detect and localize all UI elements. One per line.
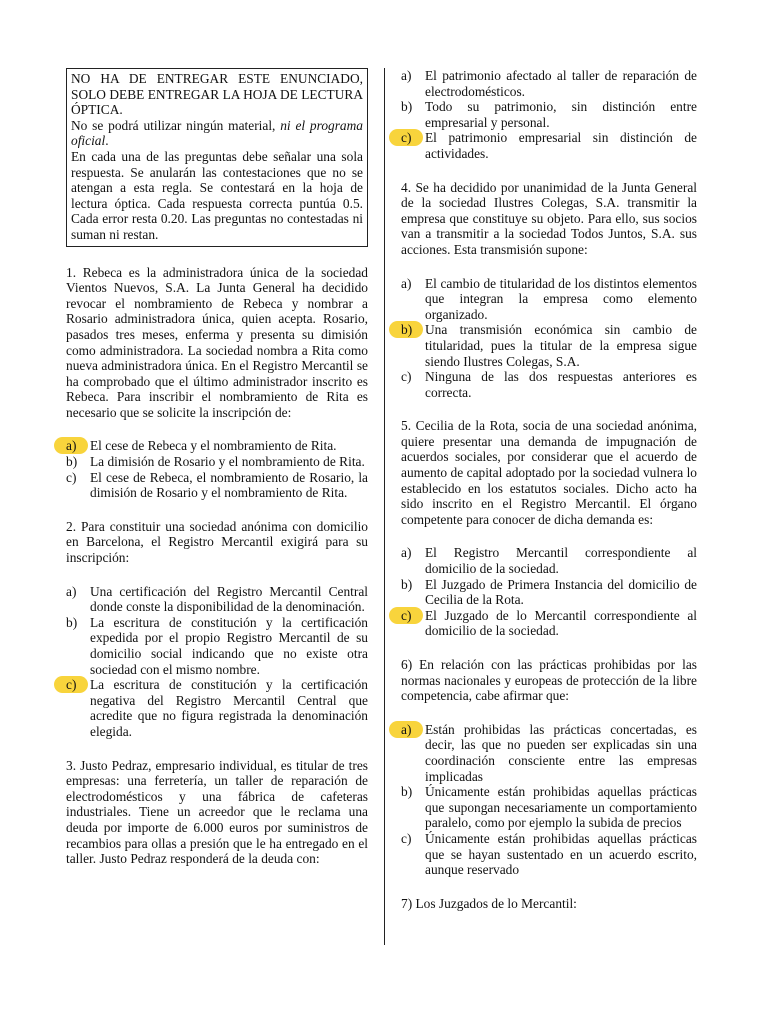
option-letter: b)	[401, 322, 423, 338]
instructions-rules: En cada una de las preguntas debe señalar una sola respuesta. Se anularán las contestaciones que no se atengan a esta regla. Se contestará en la hoja de lectura óptica. Cada respuesta correcta puntúa 0.5. Cada error resta 0.20. Las preguntas no contestadas ni suman ni restan.	[71, 148, 363, 242]
q6-option-b[interactable]	[401, 784, 697, 831]
q3-option-c[interactable]	[401, 130, 697, 161]
option-text: Únicamente están prohibidas aquellas prácticas que supongan necesariamente un comportamiento paralelo, como por ejemplo la subida de precios	[425, 784, 697, 831]
material-italic: ni el programa oficial	[71, 117, 363, 149]
option-letter: a)	[401, 722, 423, 738]
option-letter: a)	[66, 583, 77, 599]
q1-option-c[interactable]	[66, 470, 368, 501]
right-column	[401, 68, 697, 929]
instructions-box	[66, 68, 368, 247]
q2-option-b[interactable]	[66, 615, 368, 677]
question-3-options	[401, 68, 697, 162]
option-text: El Juzgado de Primera Instancia del domicilio de Cecilia de la Rota.	[425, 576, 697, 608]
option-text: Una transmisión económica sin cambio de titularidad, pues la titular de la empresa sigue siendo Ilustres Colegas, S.A.	[425, 322, 697, 369]
q3-option-b[interactable]	[401, 99, 697, 130]
option-text: El Juzgado de lo Mercantil correspondiente al domicilio de la sociedad.	[425, 607, 697, 639]
option-letter: c)	[66, 469, 77, 485]
option-text: Están prohibidas las prácticas concertadas, es decir, las que no pueden ser explicadas sin una coordinación consciente entre las empresas implicadas	[425, 721, 697, 784]
option-letter: b)	[401, 784, 413, 800]
q6-option-a[interactable]	[401, 722, 697, 784]
option-text: La dimisión de Rosario y el nombramiento de Rita.	[90, 454, 365, 470]
q4-option-b[interactable]	[401, 322, 697, 369]
q3-option-a[interactable]	[401, 68, 697, 99]
option-text: La escritura de constitución y la certificación expedida por el propio Registro Mercantil de su domicilio social indicando que no existe otra sociedad con el mismo nombre.	[90, 614, 368, 677]
option-letter: b)	[401, 99, 413, 115]
q5-option-b[interactable]	[401, 577, 697, 608]
question-5-text: 5. Cecilia de la Rota, socia de una sociedad anónima, quiere presentar una demanda de impugnación de acuerdos sociales, por considerar que el acuerdo de aumento de capital adoptado por la sociedad vulnera lo establecido en los estatutos sociales. Dicho acto ha sido inscrito en el Registro Mercantil. El órgano competente para conocer de dicha demanda es:	[401, 418, 697, 527]
column-divider	[384, 68, 385, 945]
option-text: La escritura de constitución y la certificación negativa del Registro Mercantil Central que acredite que no figura registrada la denominación elegida.	[90, 677, 368, 739]
option-text: El patrimonio afectado al taller de reparación de electrodomésticos.	[425, 68, 697, 99]
q1-option-a[interactable]	[66, 438, 368, 454]
option-letter: b)	[66, 454, 78, 470]
q2-option-c[interactable]	[66, 677, 368, 739]
question-3-text: 3. Justo Pedraz, empresario individual, es titular de tres empresas: una ferretería, un taller de reparación de electrodomésticos y una fábrica de cafeteras industriales. Tiene un acreedor que le reclama una deuda por importe de 6.000 euros por suministros de recambios para ollas a presión que le ha entregado en el taller. Justo Pedraz responderá de la deuda con:	[66, 757, 368, 867]
option-letter: b)	[401, 576, 413, 592]
option-letter: a)	[401, 68, 412, 83]
q4-option-a[interactable]	[401, 276, 697, 323]
option-letter: a)	[66, 438, 88, 454]
option-letter: c)	[401, 130, 423, 146]
question-1-options	[66, 438, 368, 500]
option-text: El Registro Mercantil correspondiente al domicilio de la sociedad.	[425, 545, 697, 577]
instructions-material	[71, 118, 363, 149]
question-5-options	[401, 545, 697, 639]
question-6-text: 6) En relación con las prácticas prohibidas por las normas nacionales y europeas de protección de la libre competencia, cabe afirmar que:	[401, 657, 697, 704]
q5-option-a[interactable]	[401, 545, 697, 576]
option-letter: c)	[401, 608, 423, 624]
option-letter: a)	[401, 545, 412, 561]
material-period: .	[105, 133, 109, 149]
q4-option-c[interactable]	[401, 369, 697, 400]
option-text: El cese de Rebeca y el nombramiento de Rita.	[90, 438, 337, 454]
option-letter: b)	[66, 614, 78, 630]
instructions-heading: NO HA DE ENTREGAR ESTE ENUNCIADO, SOLO DEBE ENTREGAR LA HOJA DE LECTURA ÓPTICA.	[71, 71, 363, 118]
option-text: Una certificación del Registro Mercantil Central donde conste la disponibilidad de la denominación.	[90, 583, 368, 615]
question-2-options	[66, 584, 368, 740]
q1-option-b[interactable]	[66, 454, 368, 470]
question-6-options	[401, 722, 697, 878]
option-letter: c)	[66, 677, 88, 693]
question-4-options	[401, 276, 697, 401]
question-4-text: 4. Se ha decidido por unanimidad de la Junta General de la sociedad Ilustres Colegas, S.A. transmitir la empresa que constituye su objeto. Para ello, sus socios van a transmitir a la sociedad Todos Juntos, S.A. sus acciones. Esta transmisión supone:	[401, 179, 697, 257]
question-1-text: 1. Rebeca es la administradora única de la sociedad Vientos Nuevos, S.A. La Junta General ha decidido revocar el nombramiento de Rebeca y nombrar a Rosario administradora única, quien acepta. Rosario, pasados tres meses, enferma y presenta su dimisión como administradora. La sociedad nombra a Rita como nueva administradora única. En el Registro Mercantil se ha comprobado que el último administrador inscrito es Rebeca. Para inscribir el nombramiento de Rita es necesario que se solicite la inscripción de:	[66, 264, 368, 420]
option-text: Únicamente están prohibidas aquellas prácticas que se hayan sustentado en un acuerdo escrito, aunque reservado	[425, 830, 697, 878]
option-text: Ninguna de las dos respuestas anteriores es correcta.	[425, 369, 697, 400]
option-text: El patrimonio empresarial sin distinción de actividades.	[425, 130, 697, 161]
question-7-text: 7) Los Juzgados de lo Mercantil:	[401, 895, 577, 911]
option-text: Todo su patrimonio, sin distinción entre empresarial y personal.	[425, 99, 697, 130]
option-letter: c)	[401, 369, 412, 385]
option-letter: a)	[401, 275, 412, 291]
q5-option-c[interactable]	[401, 608, 697, 639]
option-text: El cambio de titularidad de los distintos elementos que integran la empresa como elemento organizado.	[425, 275, 697, 322]
left-column	[66, 68, 368, 885]
material-text: No se podrá utilizar ningún material,	[71, 117, 281, 133]
question-2-text: 2. Para constituir una sociedad anónima con domicilio en Barcelona, el Registro Mercantil exigirá para su inscripción:	[66, 518, 368, 566]
option-text: El cese de Rebeca, el nombramiento de Rosario, la dimisión de Rosario y el nombramiento de Rita.	[90, 469, 368, 501]
q6-option-c[interactable]	[401, 831, 697, 878]
option-letter: c)	[401, 830, 412, 846]
q2-option-a[interactable]	[66, 584, 368, 615]
